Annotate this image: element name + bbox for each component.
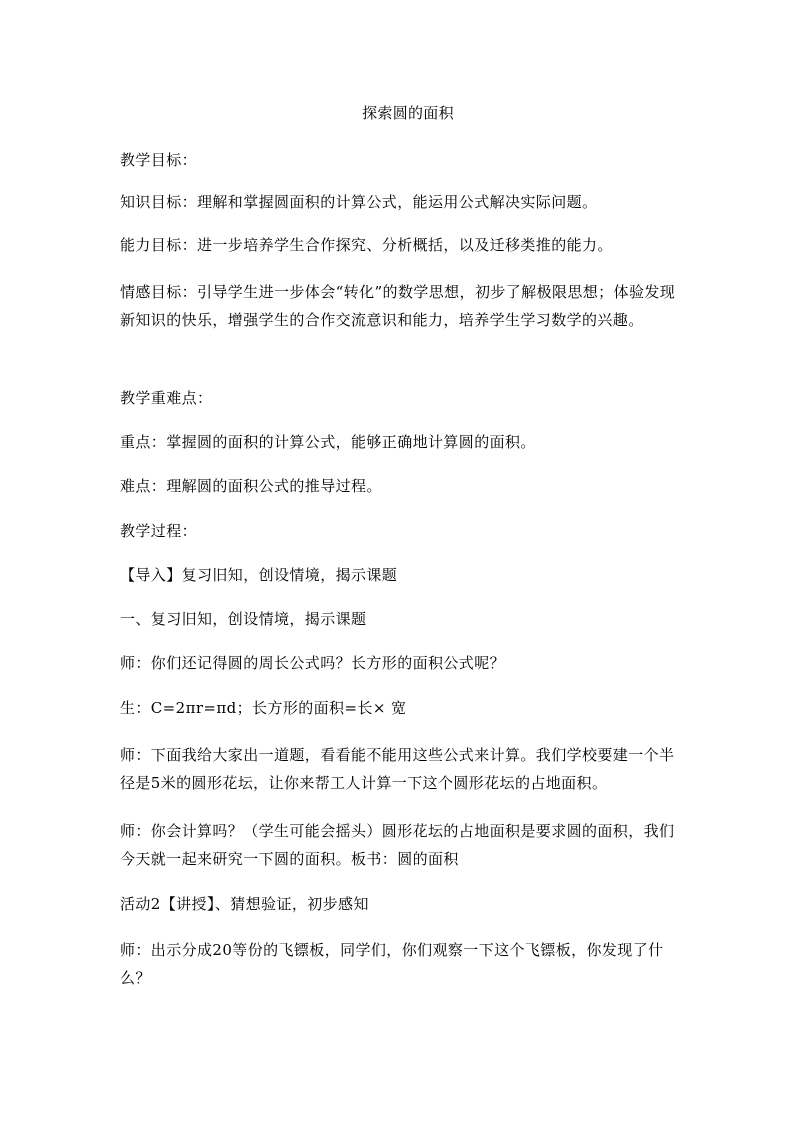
paragraph-teacher-problem: 师：下面我给大家出一道题，看看能不能用这些公式来计算。我们学校要建一个半径是5米的圆形花坛，让你来帮工人计算一下这个圆形花坛的占地面积。: [120, 746, 675, 792]
paragraph-emotion-goal: 情感目标：引导学生进一步体会“转化”的数学思想，初步了解极限思想；体验发现新知识的快乐，增强学生的合作交流意识和能力，培养学生学习数学的兴趣。: [120, 283, 676, 329]
paragraph-intro-activity: 【导入】复习旧知，创设情境，揭示课题: [120, 566, 398, 584]
paragraph-key-point: 重点：掌握圆的面积的计算公式，能够正确地计算圆的面积。: [120, 433, 536, 451]
paragraph-activity-two: 活动2【讲授】、猜想验证，初步感知: [120, 895, 369, 913]
paragraph-dartboard: 师：出示分成20等份的飞镖板，同学们，你们观察一下这个飞镖板，你发现了什么？: [120, 941, 664, 987]
paragraph-section-one: 一、复习旧知，创设情境，揭示课题: [120, 610, 367, 628]
paragraph-teacher-question: 师：你们还记得圆的周长公式吗？长方形的面积公式呢？: [120, 654, 506, 672]
document-title: 探索圆的面积: [362, 104, 454, 122]
paragraph-teaching-process-heading: 教学过程：: [120, 522, 198, 540]
paragraph-knowledge-goal: 知识目标：理解和掌握圆面积的计算公式，能运用公式解决实际问题。: [120, 193, 598, 211]
paragraph-student-answer: 生：C=2πr=πd；长方形的面积=长× 宽: [120, 699, 407, 717]
paragraph-difficult-point: 难点：理解圆的面积公式的推导过程。: [120, 477, 382, 495]
paragraph-ability-goal: 能力目标：进一步培养学生合作探究、分析概括，以及迁移类推的能力。: [120, 236, 613, 254]
paragraph-teaching-goals-heading: 教学目标：: [120, 151, 198, 169]
paragraph-teacher-area: 师：你会计算吗？（学生可能会摇头）圆形花坛的占地面积是要求圆的面积，我们今天就一起来研究一下圆的面积。板书：圆的面积: [120, 822, 675, 868]
paragraph-key-points-heading: 教学重难点：: [120, 389, 213, 407]
